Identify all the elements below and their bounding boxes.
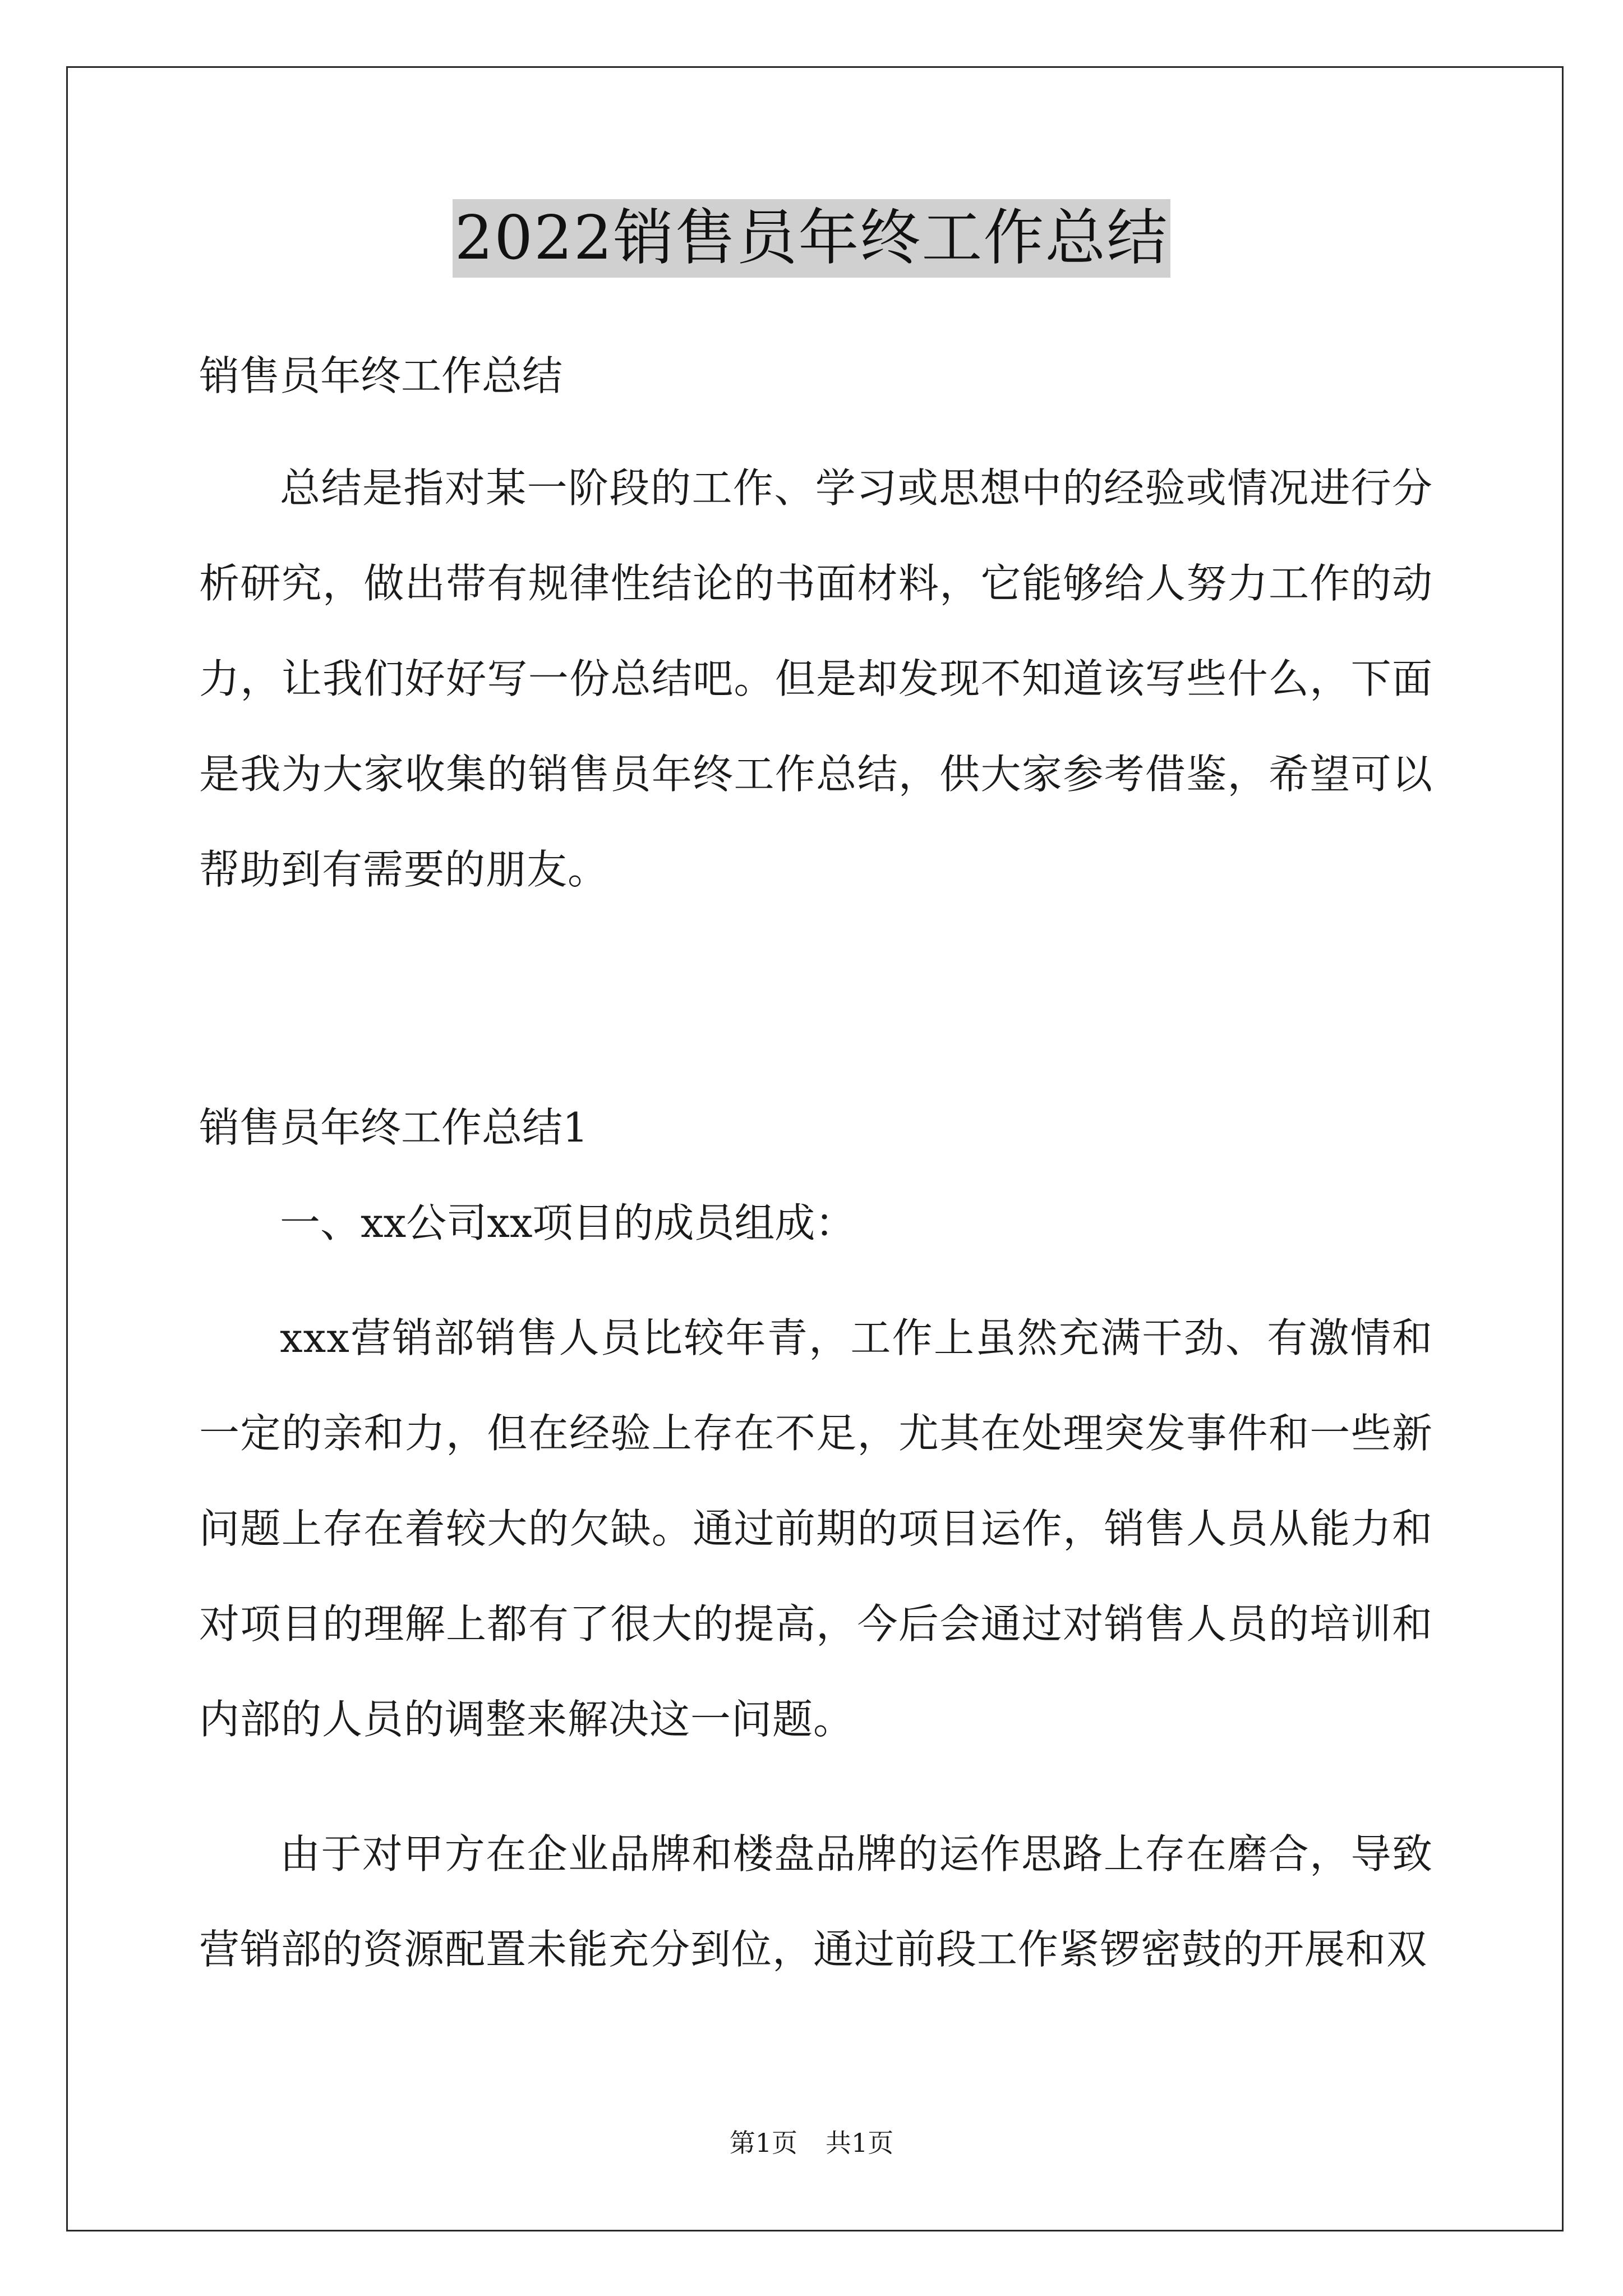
title-container [0, 199, 1623, 278]
page-number: 第1页 [729, 2128, 797, 2158]
section-heading: 销售员年终工作总结1 [199, 1104, 588, 1151]
page-footer [0, 2126, 1623, 2160]
section-point-heading: 一、xx公司xx项目的成员组成： [280, 1199, 856, 1246]
body-paragraph: xxx营销部销售人员比较年青，工作上虽然充满干劲、有激情和一定的亲和力，但在经验上存在不足，尤其在处理突发事件和一些新问题上存在着较大的欠缺。通过前期的项目运作，销售人员从能力和对项目的理解上都有了很大的提高，今后会通过对销售人员的培训和内部的人员的调整来解决这一问题。 [199, 1314, 1433, 1743]
document-subtitle: 销售员年终工作总结 [199, 352, 563, 399]
body-paragraph: 由于对甲方在企业品牌和楼盘品牌的运作思路上存在磨合，导致营销部的资源配置未能充分到位，通过前段工作紧锣密鼓的开展和双 [199, 1830, 1433, 1973]
document-title: 2022销售员年终工作总结 [453, 199, 1171, 278]
intro-paragraph: 总结是指对某一阶段的工作、学习或思想中的经验或情况进行分析研究，做出带有规律性结论的书面材料，它能够给人努力工作的动力，让我们好好写一份总结吧。但是却发现不知道该写些什么，下面是我为大家收集的销售员年终工作总结，供大家参考借鉴，希望可以帮助到有需要的朋友。 [199, 464, 1433, 893]
page-total: 共1页 [826, 2128, 894, 2158]
